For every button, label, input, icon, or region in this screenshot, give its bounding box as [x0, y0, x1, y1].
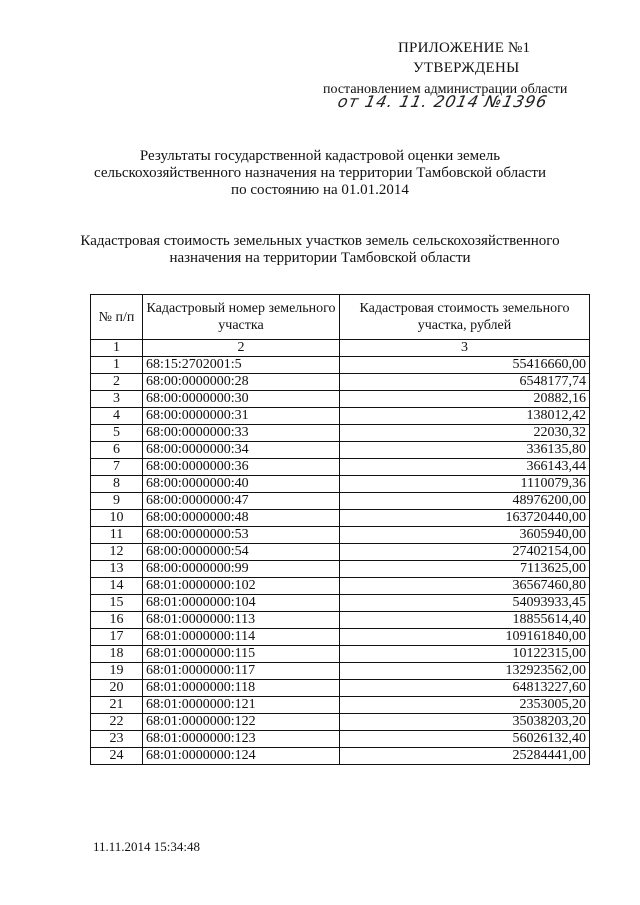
table-row [91, 748, 590, 765]
table-row [91, 442, 590, 459]
row-number: 14 [91, 578, 143, 595]
table-row [91, 578, 590, 595]
col-number-2: 2 [143, 340, 340, 357]
row-cadastral-number: 68:00:0000000:48 [143, 510, 340, 527]
row-number: 8 [91, 476, 143, 493]
row-cadastral-number: 68:01:0000000:113 [143, 612, 340, 629]
row-cadastral-number: 68:01:0000000:104 [143, 595, 340, 612]
row-number: 5 [91, 425, 143, 442]
table-row [91, 714, 590, 731]
row-cadastral-value: 6548177,74 [340, 374, 590, 391]
row-cadastral-value: 1110079,36 [340, 476, 590, 493]
row-cadastral-number: 68:15:2702001:5 [143, 357, 340, 374]
row-cadastral-value: 55416660,00 [340, 357, 590, 374]
row-number: 11 [91, 527, 143, 544]
footer-timestamp: 11.11.2014 15:34:48 [93, 839, 201, 854]
row-number: 15 [91, 595, 143, 612]
row-cadastral-value: 2353005,20 [340, 697, 590, 714]
table-row [91, 527, 590, 544]
row-number: 20 [91, 680, 143, 697]
row-cadastral-value: 20882,16 [340, 391, 590, 408]
cadastral-table-wrapper [90, 294, 590, 765]
row-cadastral-value: 336135,80 [340, 442, 590, 459]
row-cadastral-number: 68:01:0000000:118 [143, 680, 340, 697]
handwritten-date-number: от 14. 11. 2014 №1396 [335, 92, 550, 111]
row-cadastral-value: 109161840,00 [340, 629, 590, 646]
row-number: 12 [91, 544, 143, 561]
title-line-3: по состоянию на 01.01.2014 [231, 182, 409, 198]
row-cadastral-number: 68:00:0000000:54 [143, 544, 340, 561]
row-number: 3 [91, 391, 143, 408]
table-row [91, 663, 590, 680]
row-number: 2 [91, 374, 143, 391]
table-row [91, 476, 590, 493]
title-line-1: Результаты государственной кадастровой оценки земель [139, 148, 501, 164]
table-title [0, 233, 640, 267]
decree-label: постановлением администрации области [323, 82, 568, 97]
row-number: 23 [91, 731, 143, 748]
row-cadastral-value: 132923562,00 [340, 663, 590, 680]
table-body [91, 357, 590, 765]
row-cadastral-number: 68:00:0000000:99 [143, 561, 340, 578]
row-number: 24 [91, 748, 143, 765]
table-row [91, 425, 590, 442]
table-title-line-1: Кадастровая стоимость земельных участков земель сельскохозяйственного [80, 233, 560, 249]
row-cadastral-number: 68:00:0000000:28 [143, 374, 340, 391]
row-cadastral-value: 27402154,00 [340, 544, 590, 561]
row-number: 13 [91, 561, 143, 578]
col-number-3: 3 [340, 340, 590, 357]
appendix-label: ПРИЛОЖЕНИЕ №1 [398, 40, 531, 56]
table-row [91, 697, 590, 714]
table-row [91, 595, 590, 612]
row-cadastral-value: 138012,42 [340, 408, 590, 425]
table-row [91, 612, 590, 629]
row-cadastral-number: 68:00:0000000:40 [143, 476, 340, 493]
table-row [91, 357, 590, 374]
row-cadastral-number: 68:01:0000000:124 [143, 748, 340, 765]
table-row [91, 561, 590, 578]
row-cadastral-value: 36567460,80 [340, 578, 590, 595]
row-cadastral-value: 48976200,00 [340, 493, 590, 510]
table-row [91, 544, 590, 561]
row-cadastral-value: 56026132,40 [340, 731, 590, 748]
row-cadastral-number: 68:01:0000000:114 [143, 629, 340, 646]
row-number: 19 [91, 663, 143, 680]
row-cadastral-value: 7113625,00 [340, 561, 590, 578]
row-number: 1 [91, 357, 143, 374]
approved-label: УТВЕРЖДЕНЫ [413, 60, 520, 76]
table-row [91, 731, 590, 748]
row-cadastral-number: 68:01:0000000:102 [143, 578, 340, 595]
table-row [91, 629, 590, 646]
row-cadastral-number: 68:01:0000000:121 [143, 697, 340, 714]
row-number: 17 [91, 629, 143, 646]
row-cadastral-value: 25284441,00 [340, 748, 590, 765]
row-cadastral-number: 68:01:0000000:117 [143, 663, 340, 680]
row-number: 22 [91, 714, 143, 731]
row-cadastral-number: 68:00:0000000:31 [143, 408, 340, 425]
row-cadastral-number: 68:00:0000000:34 [143, 442, 340, 459]
header-number: № п/п [91, 295, 143, 340]
row-cadastral-number: 68:01:0000000:123 [143, 731, 340, 748]
row-cadastral-number: 68:01:0000000:122 [143, 714, 340, 731]
row-cadastral-value: 64813227,60 [340, 680, 590, 697]
table-row [91, 391, 590, 408]
row-cadastral-number: 68:00:0000000:36 [143, 459, 340, 476]
row-cadastral-value: 366143,44 [340, 459, 590, 476]
cadastral-table [90, 294, 590, 765]
row-cadastral-value: 163720440,00 [340, 510, 590, 527]
col-number-1: 1 [91, 340, 143, 357]
row-cadastral-number: 68:00:0000000:47 [143, 493, 340, 510]
table-row [91, 374, 590, 391]
row-cadastral-value: 35038203,20 [340, 714, 590, 731]
row-cadastral-value: 54093933,45 [340, 595, 590, 612]
row-number: 16 [91, 612, 143, 629]
row-number: 10 [91, 510, 143, 527]
table-row [91, 459, 590, 476]
row-cadastral-value: 3605940,00 [340, 527, 590, 544]
title-line-2: сельскохозяйственного назначения на территории Тамбовской области [94, 165, 546, 181]
row-number: 21 [91, 697, 143, 714]
table-row [91, 680, 590, 697]
header-cadastral-value: Кадастровая стоимость земельного участка, рублей [340, 295, 590, 340]
row-number: 4 [91, 408, 143, 425]
row-number: 7 [91, 459, 143, 476]
row-cadastral-value: 10122315,00 [340, 646, 590, 663]
row-cadastral-value: 22030,32 [340, 425, 590, 442]
document-title [0, 148, 640, 199]
table-row [91, 510, 590, 527]
row-number: 6 [91, 442, 143, 459]
row-cadastral-number: 68:00:0000000:53 [143, 527, 340, 544]
table-header-row [91, 295, 590, 340]
row-number: 18 [91, 646, 143, 663]
row-number: 9 [91, 493, 143, 510]
row-cadastral-number: 68:00:0000000:30 [143, 391, 340, 408]
table-row [91, 408, 590, 425]
table-row [91, 646, 590, 663]
table-row [91, 493, 590, 510]
row-cadastral-value: 18855614,40 [340, 612, 590, 629]
table-title-line-2: назначения на территории Тамбовской области [169, 250, 471, 266]
header-cadastral-number: Кадастровый номер земельного участка [143, 295, 340, 340]
table-column-number-row [91, 340, 590, 357]
row-cadastral-number: 68:01:0000000:115 [143, 646, 340, 663]
row-cadastral-number: 68:00:0000000:33 [143, 425, 340, 442]
